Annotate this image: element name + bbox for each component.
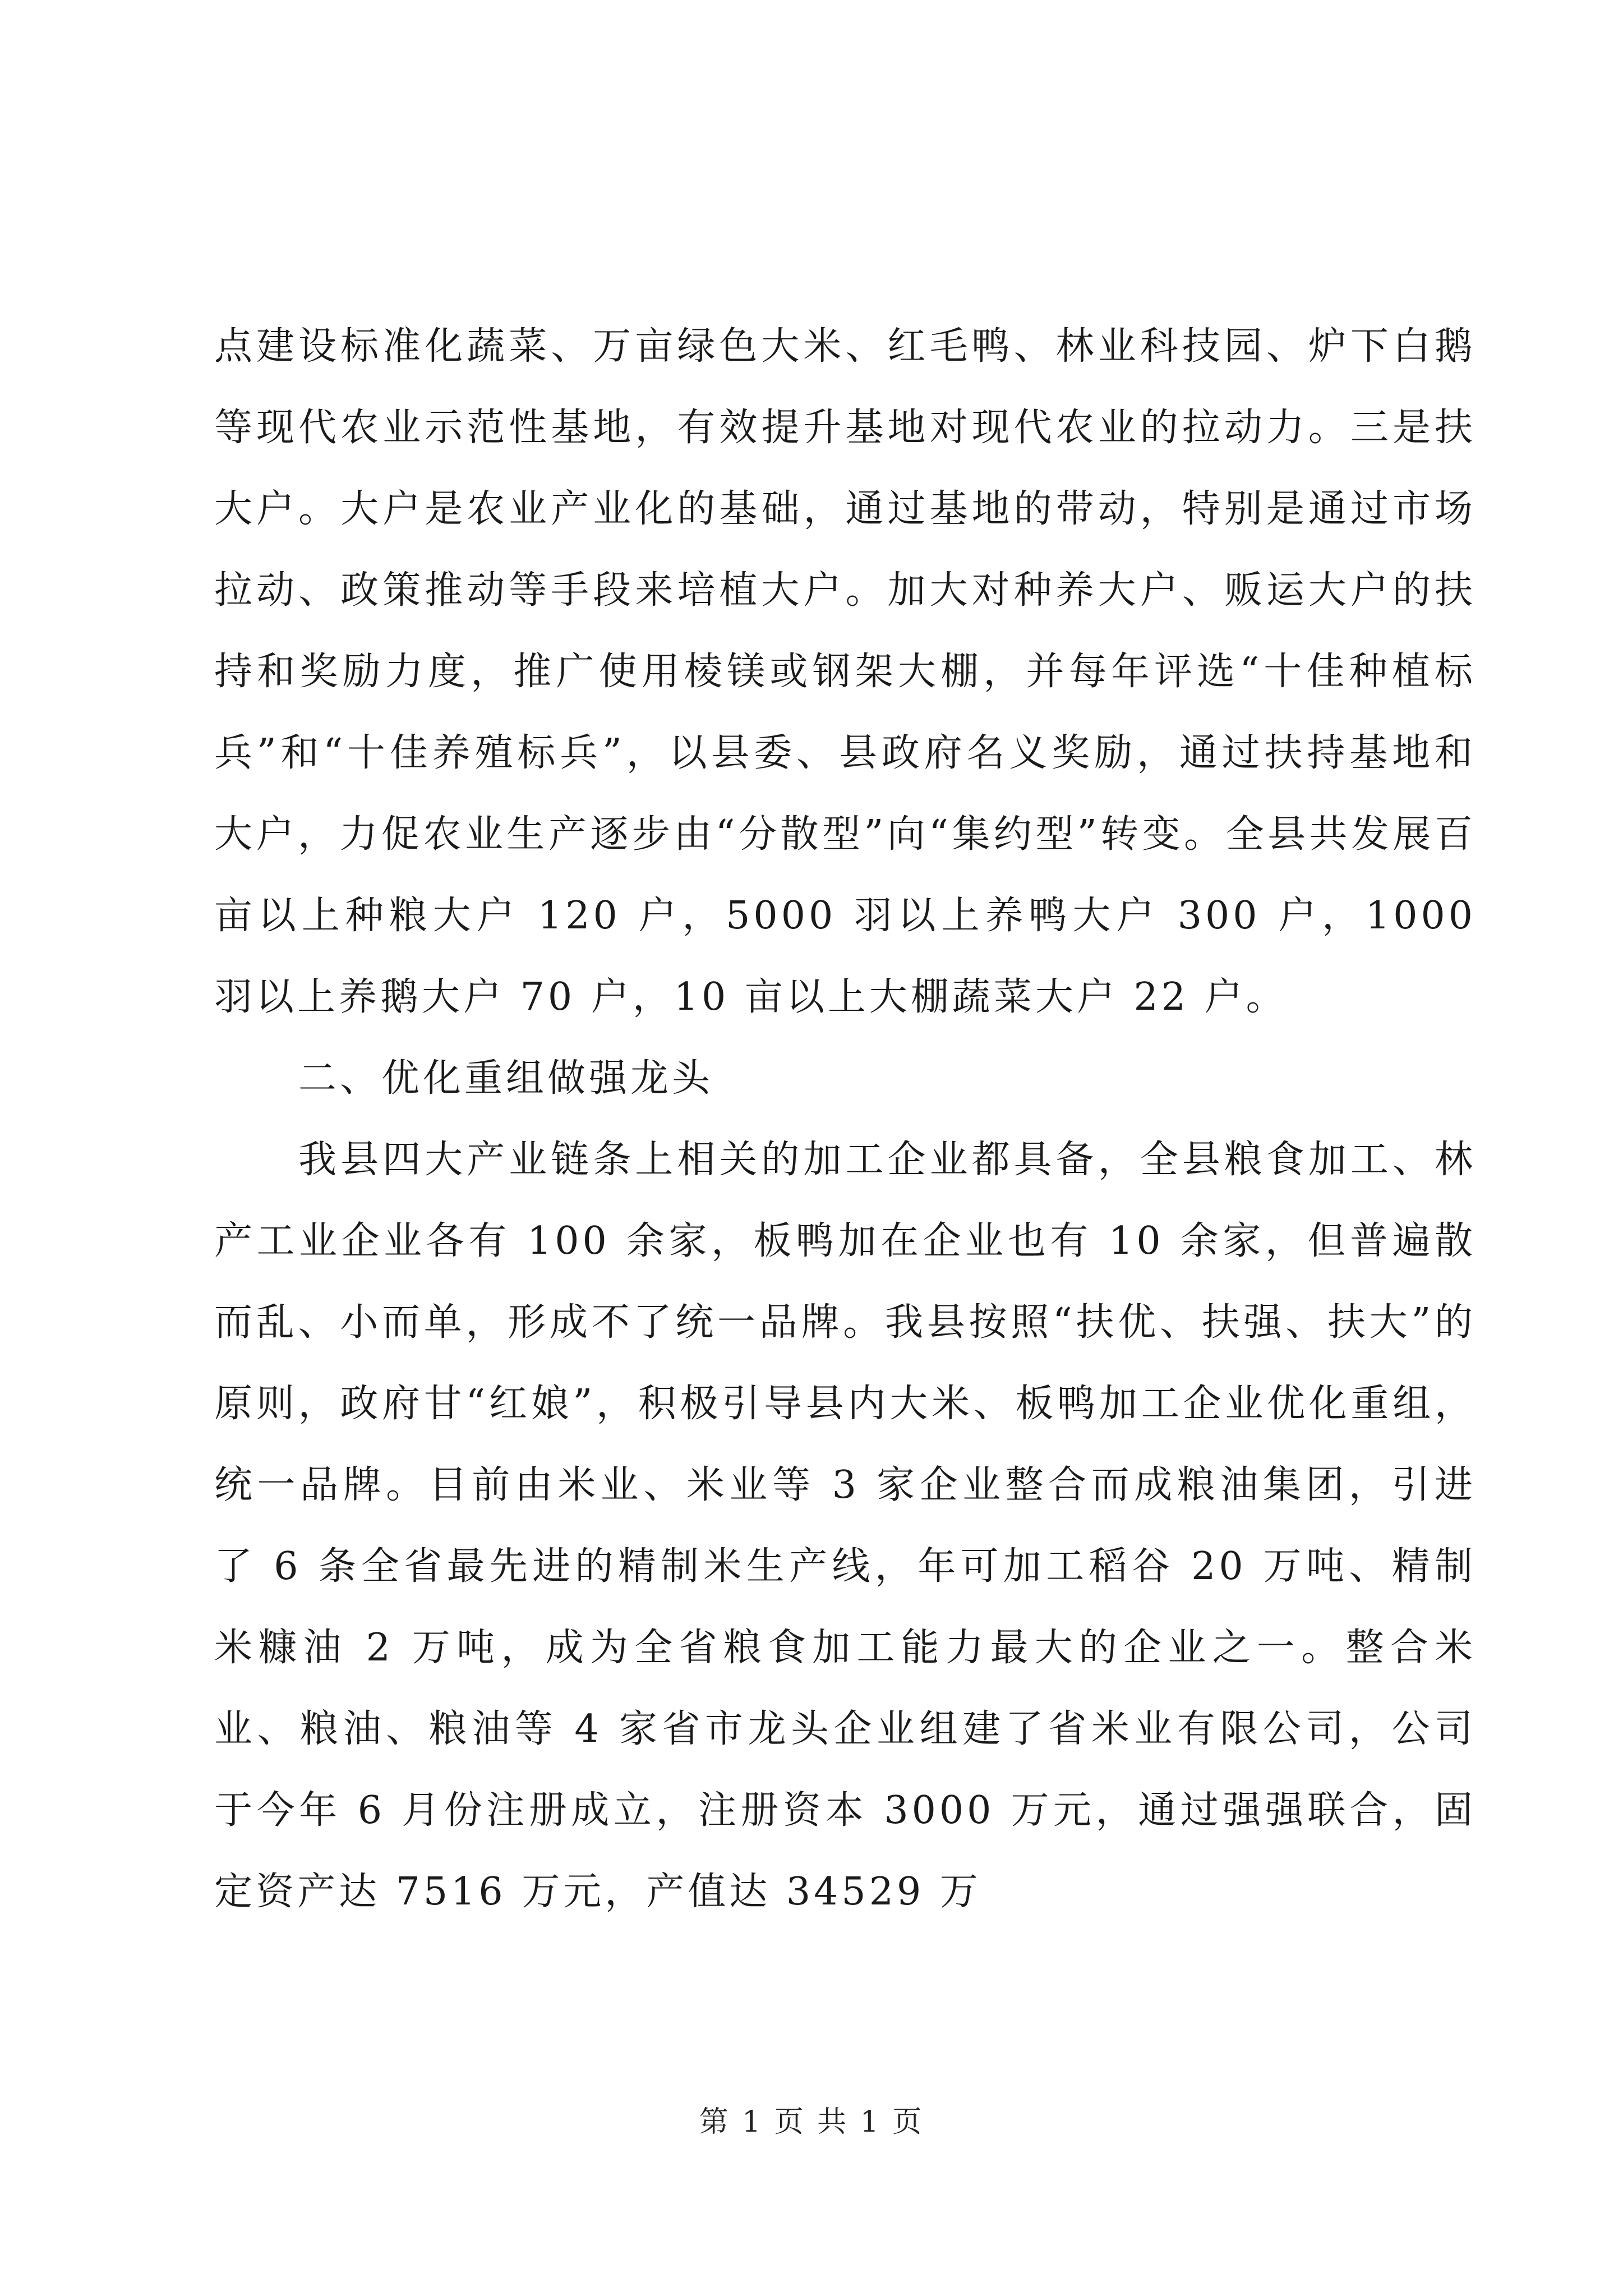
page-footer: 第 1 页 共 1 页 bbox=[699, 2105, 924, 2139]
document-body bbox=[214, 306, 1476, 1932]
paragraph-continuation: 点建设标准化蔬菜、万亩绿色大米、红毛鸭、林业科技园、炉下白鹅等现代农业示范性基地，有效提升基地对现代农业的拉动力。三是扶大户。大户是农业产业化的基础，通过基地的带动，特别是通过市场拉动、政策推动等手段来培植大户。加大对种养大户、贩运大户的扶持和奖励力度，推广使用棱镁或钢架大棚，并每年评选“十佳种植标兵”和“十佳养殖标兵”，以县委、县政府名义奖励，通过扶持基地和大户，力促农业生产逐步由“分散型”向“集约型”转变。全县共发展百亩以上种粮大户 120 户，5000 羽以上养鸭大户 300 户，1000 羽以上养鹅大户 70 户，10 亩以上大棚蔬菜大户 22 户。 bbox=[214, 324, 1476, 1019]
paragraph-body: 我县四大产业链条上相关的加工企业都具备，全县粮食加工、林产工业企业各有 100 余家，板鸭加在企业也有 10 余家，但普遍散而乱、小而单，形成不了统一品牌。我县按照“扶优、扶强、扶大”的原则，政府甘“红娘”，积极引导县内大米、板鸭加工企业优化重组，统一品牌。目前由米业、米业等 3 家企业整合而成粮油集团，引进了 6 条全省最先进的精制米生产线，年可加工稻谷 20 万吨、精制米糠油 2 万吨，成为全省粮食加工能力最大的企业之一。整合米业、粮油、粮油等 4 家省市龙头企业组建了省米业有限公司，公司于今年 6 月份注册成立，注册资本 3000 万元，通过强强联合，固定资产达 7516 万元，产值达 34529 万 bbox=[214, 1138, 1476, 1914]
section-heading: 二、优化重组做强龙头 bbox=[298, 1056, 714, 1101]
